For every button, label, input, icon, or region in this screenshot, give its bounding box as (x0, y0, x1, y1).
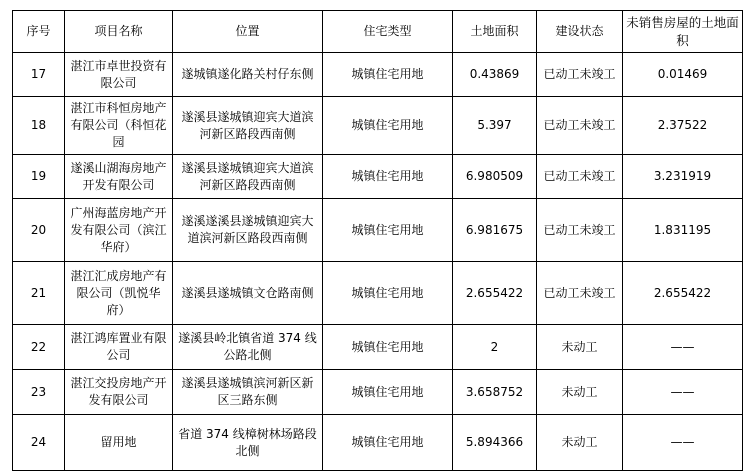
header-status: 建设状态 (537, 11, 623, 53)
cell-type: 城镇住宅用地 (323, 97, 453, 155)
cell-name: 湛江市科恒房地产有限公司（科恒花园 (65, 97, 173, 155)
cell-status: 已动工未竣工 (537, 155, 623, 199)
cell-type: 城镇住宅用地 (323, 325, 453, 370)
header-name: 项目名称 (65, 11, 173, 53)
cell-name: 湛江鸿库置业有限公司 (65, 325, 173, 370)
cell-area: 6.981675 (453, 199, 537, 262)
table-row (13, 155, 743, 199)
cell-status: 已动工未竣工 (537, 199, 623, 262)
cell-status: 已动工未竣工 (537, 53, 623, 97)
land-table (12, 10, 743, 471)
cell-type: 城镇住宅用地 (323, 262, 453, 325)
cell-no: 18 (13, 97, 65, 155)
cell-unsold-area: 1.831195 (623, 199, 743, 262)
cell-location: 遂溪县遂城镇文仓路南侧 (173, 262, 323, 325)
cell-unsold-area: —— (623, 415, 743, 471)
cell-no: 22 (13, 325, 65, 370)
cell-unsold-area: 2.655422 (623, 262, 743, 325)
header-unsold-area: 未销售房屋的土地面积 (623, 11, 743, 53)
cell-name: 广州海蓝房地产开发有限公司（滨江华府） (65, 199, 173, 262)
cell-status: 未动工 (537, 370, 623, 415)
table-row (13, 325, 743, 370)
cell-status: 未动工 (537, 325, 623, 370)
cell-no: 20 (13, 199, 65, 262)
header-type: 住宅类型 (323, 11, 453, 53)
header-location: 位置 (173, 11, 323, 53)
cell-no: 17 (13, 53, 65, 97)
cell-no: 23 (13, 370, 65, 415)
cell-type: 城镇住宅用地 (323, 370, 453, 415)
cell-area: 5.397 (453, 97, 537, 155)
cell-unsold-area: 3.231919 (623, 155, 743, 199)
table-row (13, 199, 743, 262)
cell-area: 0.43869 (453, 53, 537, 97)
cell-location: 遂溪县遂城镇滨河新区新区三路东侧 (173, 370, 323, 415)
cell-location: 省道 374 线樟树林场路段北侧 (173, 415, 323, 471)
cell-name: 留用地 (65, 415, 173, 471)
cell-area: 2 (453, 325, 537, 370)
cell-location: 遂溪遂溪县遂城镇迎宾大道滨河新区路段西南侧 (173, 199, 323, 262)
header-no: 序号 (13, 11, 65, 53)
cell-no: 19 (13, 155, 65, 199)
cell-location: 遂溪县岭北镇省道 374 线公路北侧 (173, 325, 323, 370)
cell-type: 城镇住宅用地 (323, 155, 453, 199)
cell-unsold-area: —— (623, 370, 743, 415)
cell-status: 已动工未竣工 (537, 97, 623, 155)
cell-area: 5.894366 (453, 415, 537, 471)
table-row (13, 415, 743, 471)
cell-no: 21 (13, 262, 65, 325)
table-row (13, 97, 743, 155)
table-row (13, 53, 743, 97)
cell-location: 遂城镇遂化路关村仔东侧 (173, 53, 323, 97)
cell-status: 已动工未竣工 (537, 262, 623, 325)
cell-name: 遂溪山湖海房地产开发有限公司 (65, 155, 173, 199)
cell-location: 遂溪县遂城镇迎宾大道滨河新区路段西南侧 (173, 97, 323, 155)
cell-no: 24 (13, 415, 65, 471)
table-row (13, 370, 743, 415)
cell-location: 遂溪县遂城镇迎宾大道滨河新区路段西南侧 (173, 155, 323, 199)
cell-area: 2.655422 (453, 262, 537, 325)
cell-area: 3.658752 (453, 370, 537, 415)
cell-unsold-area: —— (623, 325, 743, 370)
cell-type: 城镇住宅用地 (323, 415, 453, 471)
header-row (13, 11, 743, 53)
cell-type: 城镇住宅用地 (323, 199, 453, 262)
header-area: 土地面积 (453, 11, 537, 53)
cell-name: 湛江汇成房地产有限公司（凯悦华府） (65, 262, 173, 325)
cell-status: 未动工 (537, 415, 623, 471)
table-row (13, 262, 743, 325)
cell-area: 6.980509 (453, 155, 537, 199)
cell-unsold-area: 0.01469 (623, 53, 743, 97)
cell-name: 湛江市卓世投资有限公司 (65, 53, 173, 97)
cell-type: 城镇住宅用地 (323, 53, 453, 97)
cell-unsold-area: 2.37522 (623, 97, 743, 155)
cell-name: 湛江交投房地产开发有限公司 (65, 370, 173, 415)
